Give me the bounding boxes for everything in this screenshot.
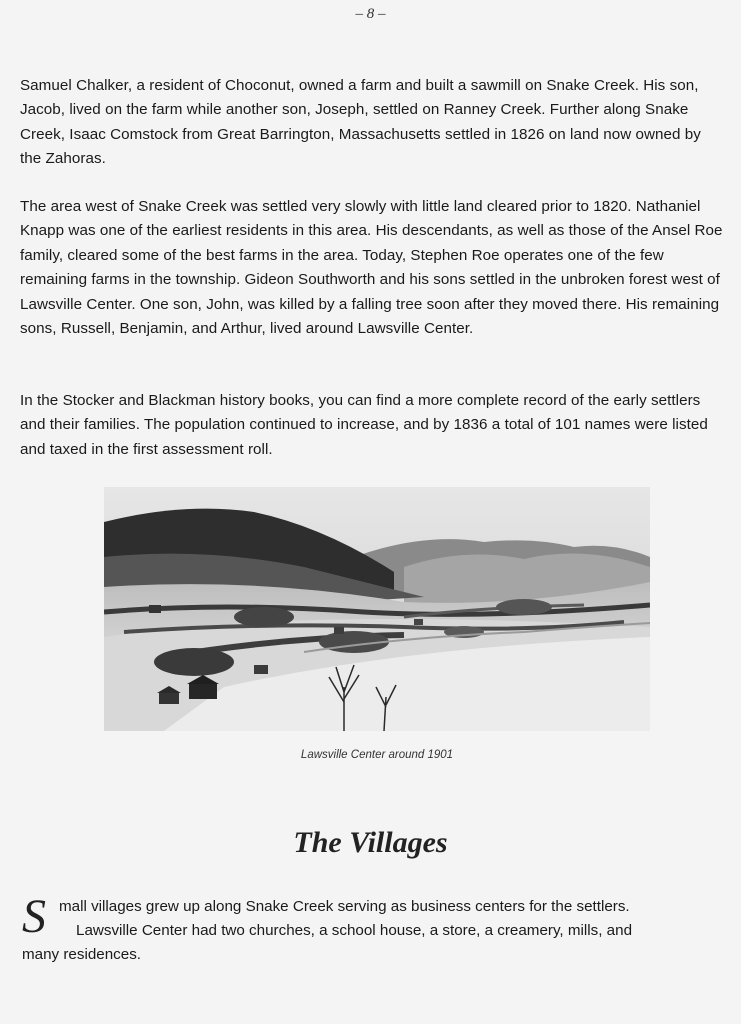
lawsville-center-photo — [104, 487, 650, 731]
section-title: The Villages — [293, 826, 448, 859]
page-number: – 8 – — [355, 6, 386, 22]
landscape-image — [104, 487, 650, 731]
body-paragraph-snake-creek-west: The area west of Snake Creek was settled very slowly with little land cleared prior to 1820. Nathaniel Knapp was one of the earliest residents in this area. His descendants, as well as those of the Ansel Roe family, cleared some of the best farms in the area. Today, Stephen Roe operates one of the few remaining farms in the township. Gideon Southworth and his sons settled in the unbroken forest west of Lawsville Center. One son, John, was killed by a falling tree soon after they moved there. His remaining sons, Russell, Benjamin, and Arthur, lived around Lawsville Center. — [20, 198, 723, 338]
villages-line-3: many residences. — [22, 946, 142, 963]
villages-line-1: mall villages grew up along Snake Creek serving as business centers for the settlers. — [59, 898, 630, 915]
body-paragraph-chalker: Samuel Chalker, a resident of Choconut, owned a farm and built a sawmill on Snake Creek. His son, Jacob, lived on the farm while another son, Joseph, settled on Ranney Creek. Further along Snake Creek, Isaac Comstock from Great Barrington, Massachusetts settled in 1826 on land now owned by the Zahoras. — [20, 77, 701, 168]
photo-caption: Lawsville Center around 1901 — [300, 749, 454, 761]
body-paragraph-history-books: In the Stocker and Blackman history books, you can find a more complete record of the early settlers and their families. The population continued to increase, and by 1836 a total of 101 names were listed and taxed in the first assessment roll. — [20, 392, 708, 458]
drop-cap: S — [22, 890, 46, 943]
villages-line-2: Lawsville Center had two churches, a school house, a store, a creamery, mills, and — [76, 922, 633, 939]
